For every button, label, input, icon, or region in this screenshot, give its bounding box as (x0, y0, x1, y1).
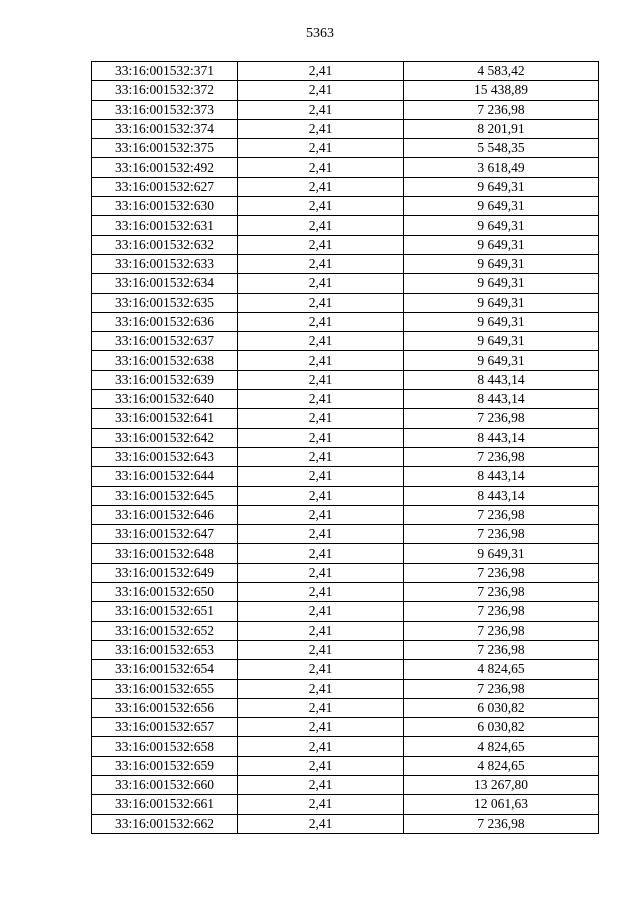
amount-cell: 7 236,98 (404, 814, 599, 833)
cadastral-number-cell: 33:16:001532:654 (92, 660, 238, 679)
rate-cell: 2,41 (238, 737, 404, 756)
table-row (92, 775, 599, 794)
amount-cell: 3 618,49 (404, 158, 599, 177)
table-row (92, 486, 599, 505)
cadastral-number-cell: 33:16:001532:642 (92, 428, 238, 447)
cadastral-number-cell: 33:16:001532:639 (92, 370, 238, 389)
cadastral-number-cell: 33:16:001532:632 (92, 235, 238, 254)
table-row (92, 544, 599, 563)
cadastral-number-cell: 33:16:001532:633 (92, 254, 238, 273)
amount-cell: 7 236,98 (404, 505, 599, 524)
cadastral-number-cell: 33:16:001532:652 (92, 621, 238, 640)
table-row (92, 640, 599, 659)
amount-cell: 6 030,82 (404, 718, 599, 737)
amount-cell: 9 649,31 (404, 216, 599, 235)
table-row (92, 216, 599, 235)
amount-cell: 9 649,31 (404, 197, 599, 216)
amount-cell: 12 061,63 (404, 795, 599, 814)
cadastral-number-cell: 33:16:001532:635 (92, 293, 238, 312)
table-row (92, 158, 599, 177)
rate-cell: 2,41 (238, 544, 404, 563)
amount-cell: 4 583,42 (404, 62, 599, 81)
table-row (92, 737, 599, 756)
table-row (92, 525, 599, 544)
cadastral-number-cell: 33:16:001532:658 (92, 737, 238, 756)
table-row (92, 312, 599, 331)
amount-cell: 9 649,31 (404, 332, 599, 351)
table-row (92, 351, 599, 370)
rate-cell: 2,41 (238, 621, 404, 640)
rate-cell: 2,41 (238, 351, 404, 370)
cadastral-number-cell: 33:16:001532:656 (92, 698, 238, 717)
table-row (92, 274, 599, 293)
rate-cell: 2,41 (238, 119, 404, 138)
amount-cell: 6 030,82 (404, 698, 599, 717)
cadastral-number-cell: 33:16:001532:657 (92, 718, 238, 737)
cadastral-number-cell: 33:16:001532:640 (92, 390, 238, 409)
cadastral-number-cell: 33:16:001532:648 (92, 544, 238, 563)
amount-cell: 9 649,31 (404, 235, 599, 254)
rate-cell: 2,41 (238, 254, 404, 273)
table-row (92, 409, 599, 428)
rate-cell: 2,41 (238, 409, 404, 428)
cadastral-number-cell: 33:16:001532:659 (92, 756, 238, 775)
rate-cell: 2,41 (238, 467, 404, 486)
cadastral-number-cell: 33:16:001532:644 (92, 467, 238, 486)
rate-cell: 2,41 (238, 332, 404, 351)
cadastral-number-cell: 33:16:001532:492 (92, 158, 238, 177)
amount-cell: 8 443,14 (404, 467, 599, 486)
cadastral-number-cell: 33:16:001532:646 (92, 505, 238, 524)
table-row (92, 563, 599, 582)
amount-cell: 9 649,31 (404, 351, 599, 370)
cadastral-number-cell: 33:16:001532:655 (92, 679, 238, 698)
cadastral-number-cell: 33:16:001532:634 (92, 274, 238, 293)
rate-cell: 2,41 (238, 216, 404, 235)
table-row (92, 370, 599, 389)
rate-cell: 2,41 (238, 505, 404, 524)
amount-cell: 4 824,65 (404, 737, 599, 756)
amount-cell: 7 236,98 (404, 583, 599, 602)
table-row (92, 197, 599, 216)
cadastral-number-cell: 33:16:001532:641 (92, 409, 238, 428)
rate-cell: 2,41 (238, 525, 404, 544)
rate-cell: 2,41 (238, 100, 404, 119)
amount-cell: 7 236,98 (404, 602, 599, 621)
table-row (92, 505, 599, 524)
rate-cell: 2,41 (238, 81, 404, 100)
amount-cell: 7 236,98 (404, 447, 599, 466)
table-row (92, 81, 599, 100)
rate-cell: 2,41 (238, 698, 404, 717)
cadastral-number-cell: 33:16:001532:661 (92, 795, 238, 814)
rate-cell: 2,41 (238, 177, 404, 196)
cadastral-number-cell: 33:16:001532:653 (92, 640, 238, 659)
amount-cell: 7 236,98 (404, 563, 599, 582)
rate-cell: 2,41 (238, 795, 404, 814)
cadastral-number-cell: 33:16:001532:631 (92, 216, 238, 235)
cadastral-number-cell: 33:16:001532:627 (92, 177, 238, 196)
amount-cell: 8 443,14 (404, 390, 599, 409)
table-row (92, 177, 599, 196)
table-row (92, 602, 599, 621)
cadastral-number-cell: 33:16:001532:371 (92, 62, 238, 81)
cadastral-number-cell: 33:16:001532:660 (92, 775, 238, 794)
cadastral-number-cell: 33:16:001532:650 (92, 583, 238, 602)
cadastral-number-cell: 33:16:001532:637 (92, 332, 238, 351)
table-row (92, 119, 599, 138)
rate-cell: 2,41 (238, 583, 404, 602)
table-row (92, 332, 599, 351)
cadastral-number-cell: 33:16:001532:638 (92, 351, 238, 370)
table-row (92, 62, 599, 81)
table-row (92, 621, 599, 640)
amount-cell: 8 443,14 (404, 370, 599, 389)
amount-cell: 8 201,91 (404, 119, 599, 138)
rate-cell: 2,41 (238, 563, 404, 582)
table-row (92, 583, 599, 602)
table-row (92, 679, 599, 698)
table-row (92, 235, 599, 254)
amount-cell: 13 267,80 (404, 775, 599, 794)
rate-cell: 2,41 (238, 197, 404, 216)
rate-cell: 2,41 (238, 158, 404, 177)
rate-cell: 2,41 (238, 814, 404, 833)
amount-cell: 15 438,89 (404, 81, 599, 100)
table-body (92, 62, 599, 834)
table-row (92, 428, 599, 447)
rate-cell: 2,41 (238, 602, 404, 621)
table-row (92, 718, 599, 737)
cadastral-number-cell: 33:16:001532:647 (92, 525, 238, 544)
cadastral-number-cell: 33:16:001532:374 (92, 119, 238, 138)
rate-cell: 2,41 (238, 640, 404, 659)
table-row (92, 756, 599, 775)
amount-cell: 7 236,98 (404, 621, 599, 640)
rate-cell: 2,41 (238, 235, 404, 254)
amount-cell: 8 443,14 (404, 486, 599, 505)
rate-cell: 2,41 (238, 139, 404, 158)
table-row (92, 447, 599, 466)
table-row (92, 467, 599, 486)
cadastral-number-cell: 33:16:001532:630 (92, 197, 238, 216)
cadastral-number-cell: 33:16:001532:636 (92, 312, 238, 331)
cadastral-number-cell: 33:16:001532:645 (92, 486, 238, 505)
amount-cell: 7 236,98 (404, 640, 599, 659)
table-row (92, 814, 599, 833)
rate-cell: 2,41 (238, 370, 404, 389)
amount-cell: 7 236,98 (404, 100, 599, 119)
rate-cell: 2,41 (238, 62, 404, 81)
cadastral-number-cell: 33:16:001532:649 (92, 563, 238, 582)
rate-cell: 2,41 (238, 486, 404, 505)
amount-cell: 7 236,98 (404, 679, 599, 698)
amount-cell: 9 649,31 (404, 312, 599, 331)
table-row (92, 660, 599, 679)
amount-cell: 5 548,35 (404, 139, 599, 158)
amount-cell: 9 649,31 (404, 254, 599, 273)
rate-cell: 2,41 (238, 293, 404, 312)
cadastral-number-cell: 33:16:001532:643 (92, 447, 238, 466)
cadastral-number-cell: 33:16:001532:372 (92, 81, 238, 100)
table-row (92, 795, 599, 814)
rate-cell: 2,41 (238, 447, 404, 466)
rate-cell: 2,41 (238, 756, 404, 775)
amount-cell: 9 649,31 (404, 293, 599, 312)
cadastral-number-cell: 33:16:001532:662 (92, 814, 238, 833)
table-row (92, 390, 599, 409)
table-row (92, 698, 599, 717)
table-row (92, 293, 599, 312)
cadastral-number-cell: 33:16:001532:375 (92, 139, 238, 158)
data-table (91, 61, 599, 834)
rate-cell: 2,41 (238, 390, 404, 409)
amount-cell: 7 236,98 (404, 409, 599, 428)
rate-cell: 2,41 (238, 274, 404, 293)
table-row (92, 254, 599, 273)
amount-cell: 9 649,31 (404, 177, 599, 196)
table-row (92, 100, 599, 119)
amount-cell: 4 824,65 (404, 756, 599, 775)
cadastral-number-cell: 33:16:001532:373 (92, 100, 238, 119)
rate-cell: 2,41 (238, 660, 404, 679)
rate-cell: 2,41 (238, 312, 404, 331)
page-number: 5363 (306, 26, 334, 41)
rate-cell: 2,41 (238, 718, 404, 737)
rate-cell: 2,41 (238, 679, 404, 698)
amount-cell: 8 443,14 (404, 428, 599, 447)
rate-cell: 2,41 (238, 428, 404, 447)
cadastral-number-cell: 33:16:001532:651 (92, 602, 238, 621)
amount-cell: 7 236,98 (404, 525, 599, 544)
amount-cell: 4 824,65 (404, 660, 599, 679)
table-row (92, 139, 599, 158)
amount-cell: 9 649,31 (404, 544, 599, 563)
rate-cell: 2,41 (238, 775, 404, 794)
amount-cell: 9 649,31 (404, 274, 599, 293)
